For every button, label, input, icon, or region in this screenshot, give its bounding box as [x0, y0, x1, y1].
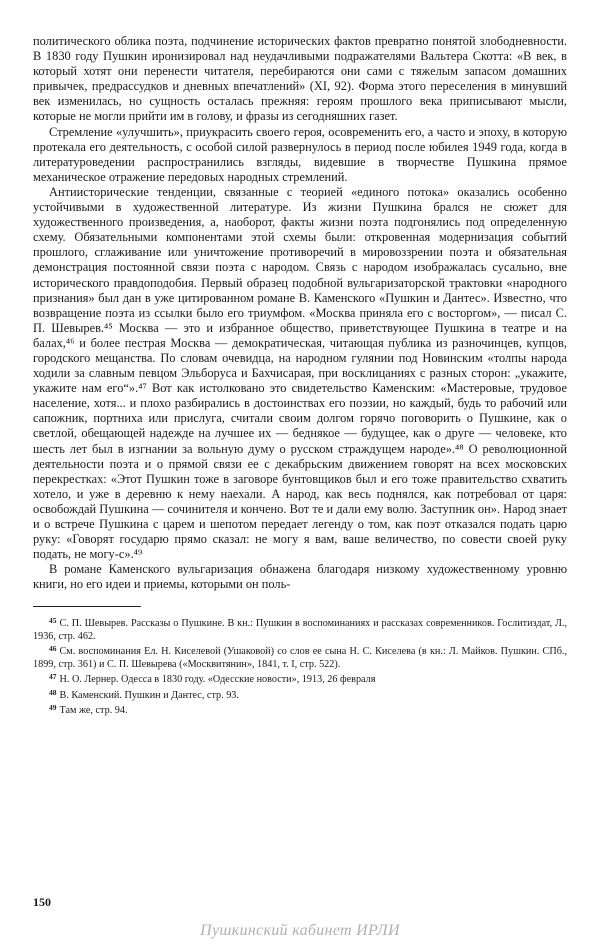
- footnote: [33, 671, 567, 686]
- footnote-number: 48: [49, 687, 57, 697]
- footnote-number: 49: [49, 702, 57, 712]
- watermark: Пушкинский кабинет ИРЛИ: [200, 922, 400, 939]
- footnote-text: В. Каменский. Пушкин и Дантес, стр. 93.: [59, 689, 239, 701]
- footnote-text: Н. О. Лернер. Одесса в 1830 году. «Одесские новости», 1913, 26 февраля: [59, 674, 376, 686]
- footnote-text: С. П. Шевырев. Рассказы о Пушкине. В кн.: Пушкин в воспоминаниях и рассказах современников. Гослитиздат, Л., 1936, стр. 462.: [33, 618, 567, 642]
- body-paragraph: политического облика поэта, подчинение исторических фактов превратно понятой злободневности. В 1830 году Пушкин иронизировал над неудачливыми подражателями Вальтера Скотта: «В век, в который хотят они перенести читателя, перебираются они сами с тяжелым запасом домашних привычек, предрассудков и дневных впечатлений» (XI, 92). Форма этого переселения в минувший век изменилась, но сущность осталась прежняя: героям прошлого века приписывают мысли, которые не могли прийти им в голову, и фразы из сегодняшних газет.: [33, 34, 567, 124]
- body-paragraph: Антиисторические тенденции, связанные с теорией «единого потока» оказались особенно устойчивыми в художественной литературе. Из жизни Пушкина брался не сюжет для художественного произведения, а, наоборот, факты жизни поэта подгонялись под определенную схему. Обязательными компонентами этой схемы были: откровенная модернизация событий прошлого, сглаживание или уничтожение противоречий в мировоззрении поэта и обязательная демонстрация постоянной связи поэта с народом. Связь с народом изображалась сусально, вне исторического правдоподобия. Первый образец подобной вульгаризаторской трактовки «народного признания» был дан в уже цитированном романе В. Каменского «Пушкин и Дантес». Известно, что возвращение поэта из ссылки было его триумфом. «Москва приняла его с восторгом», — писал С. П. Шевырев.⁴⁵ Москва — это и избранное общество, приветствующее Пушкина в театре и на балах,⁴⁶ и более пестрая Москва — демократическая, читающая публика из разночинцев, купцов, городского мещанства. По словам очевидца, на народном гулянии под Новинским «толпы народа ходили за славным певцом Эльборуса и Бахчисарая, при восклицаниях с разных сторон: „укажите, укажите нам его“».⁴⁷ Вот как истолковано это свидетельство Каменским: «Мастеровые, трудовое население, хотя... и плохо разбирались в достоинствах его поэзии, но каждый, будь то рабочий или сапожник, портниха или прислуга, считали своим долгом горячо поговорить о Пушкине, как о светлой, обещающей надежде на лучшее их — беднякое — будущее, как о друге — человеке, кто шесть лет был в изгнании за вольную думу о русском страждущем народе».⁴⁸ О революционной деятельности поэта и о прямой связи ее с декабрьским движением говорят на всех московских перекрестках: «Этот Пушкин тоже в заговоре бунтовщиков был и его тоже правительство схватить хотело, и уже в деревню к нему наехали. А народ, как весь поднялся, как потребовал от царя: освобождай Пушкина — сочинителя и кончено. Вот те и дали ему волю. Заступник он». Народ знает и о встрече Пушкина с царем и шепотом передает легенду о том, как поэт отказался подать царю руку: «Говорят государю прямо сказал: не могу я вам, ваше величество, по совести своей руку подать, не могу-с».⁴⁹: [33, 184, 567, 562]
- footnote-divider: [33, 606, 141, 607]
- footnote-number: 46: [49, 644, 57, 654]
- page-content: [33, 34, 567, 717]
- footnote: [33, 643, 567, 671]
- body-paragraph: В романе Каменского вульгаризация обнажена благодаря низкому художественному уровню книги, но его идеи и приемы, которыми он поль-: [33, 562, 567, 592]
- footnote-number: 45: [49, 616, 57, 626]
- footnote: [33, 702, 567, 717]
- footnote: [33, 615, 567, 643]
- footnote-number: 47: [49, 672, 57, 682]
- body-paragraph: Стремление «улучшить», приукрасить своего героя, осовременить его, а часто и эпоху, в которую протекала его деятельность, с особой силой развернулось в период после юбилея 1949 года, когда в литературоведении распространились взгляды, видевшие в творчестве Пушкина прямое механическое отражение передовых народных стремлений.: [33, 124, 567, 184]
- footnote-text: См. воспоминания Ел. Н. Киселевой (Ушаковой) со слов ее сына Н. С. Киселева (в кн.: Л. Майков. Пушкин. СПб., 1899, стр. 361) и С. П. Шевырева («Москвитянин», 1841, т. I, стр. 522).: [33, 646, 567, 670]
- page-number: 150: [33, 895, 51, 909]
- footnote: [33, 687, 567, 702]
- footnote-text: Там же, стр. 94.: [59, 704, 128, 716]
